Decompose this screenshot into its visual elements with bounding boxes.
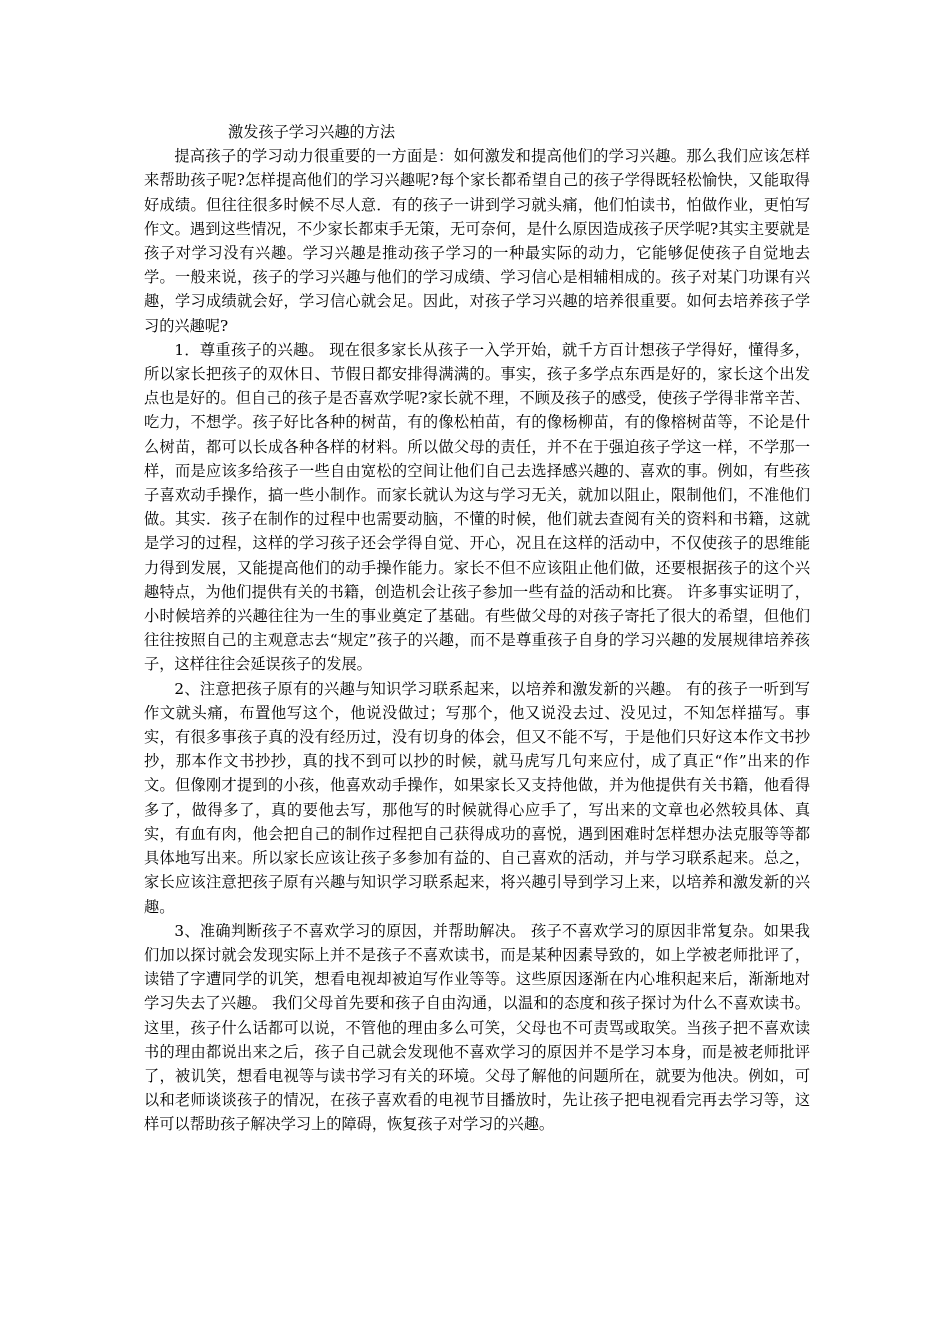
document-body (144, 120, 810, 1137)
section-2-paragraph: 2、注意把孩子原有的兴趣与知识学习联系起来，以培养和激发新的兴趣。 有的孩子一听到写作文就头痛，布置他写这个，他说没做过；写那个，他又说没去过、没见过，不知怎样描写。事实，有很多事孩子真的没有经历过，没有切身的体会，但又不能不写，于是他们只好这本作文书抄抄，那本作文书抄抄，真的找不到可以抄的时候，就马虎写几句来应付，成了真正“作”出来的作文。但像刚才提到的小孩，他喜欢动手操作，如果家长又支持他做，并为他提供有关书籍，他看得多了，做得多了，真的要他去写，那他写的时候就得心应手了，写出来的文章也必然较具体、真实，有血有肉，他会把自己的制作过程把自己获得成功的喜悦，遇到困难时怎样想办法克服等等都具体地写出来。所以家长应该让孩子多参加有益的、自己喜欢的活动，并与学习联系起来。总之，家长应该注意把孩子原有兴趣与知识学习联系起来，将兴趣引导到学习上来，以培养和激发新的兴趣。 (144, 679, 810, 916)
section-1-paragraph: 1．尊重孩子的兴趣。 现在很多家长从孩子一入学开始，就千方百计想孩子学得好，懂得多，所以家长把孩子的双休日、节假日都安排得满满的。事实，孩子多学点东西是好的，家长这个出发点也是好的。但自己的孩子是否喜欢学呢?家长就不理，不顾及孩子的感受，使孩子学得非常辛苦、吃力，不想学。孩子好比各种的树苗，有的像松柏苗，有的像杨柳苗，有的像榕树苗等，不论是什么树苗，都可以长成各种各样的材料。所以做父母的责任，并不在于强迫孩子学这一样，不学那一样，而是应该多给孩子一些自由宽松的空间让他们自己去选择感兴趣的、喜欢的事。例如，有些孩子喜欢动手操作，搞一些小制作。而家长就认为这与学习无关，就加以阻止，限制他们，不准他们做。其实．孩子在制作的过程中也需要动脑，不懂的时候，他们就去查阅有关的资料和书籍，这就是学习的过程，这样的学习孩子还会学得自觉、开心，况且在这样的活动中，不仅使孩子的思维能力得到发展，又能提高他们的动手操作能力。家长不但不应该阻止他们做，还要根据孩子的这个兴趣特点，为他们提供有关的书籍，创造机会让孩子参加一些有益的活动和比赛。 许多事实证明了，小时候培养的兴趣往往为一生的事业奠定了基础。有些做父母的对孩子寄托了很大的希望，但他们往往按照自己的主观意志去“规定”孩子的兴趣，而不是尊重孩子自身的学习兴趣的发展规律培养孩子，这样往往会延误孩子的发展。 (144, 340, 810, 674)
intro-paragraph: 提高孩子的学习动力很重要的一方面是：如何激发和提高他们的学习兴趣。那么我们应该怎样来帮助孩子呢?怎样提高他们的学习兴趣呢?每个家长都希望自己的孩子学得既轻松愉快，又能取得好成绩。但往往很多时候不尽人意．有的孩子一讲到学习就头痛，他们怕读书，怕做作业，更怕写作文。遇到这些情况，不少家长都束手无策，无可奈何，是什么原因造成孩子厌学呢?其实主要就是孩子对学习没有兴趣。学习兴趣是推动孩子学习的一种最实际的动力，它能够促使孩子自觉地去学。一般来说，孩子的学习兴趣与他们的学习成绩、学习信心是相辅相成的。孩子对某门功课有兴趣，学习成绩就会好，学习信心就会足。因此，对孩子学习兴趣的培养很重要。如何去培养孩子学习的兴趣呢? (144, 147, 810, 335)
section-3-paragraph: 3、准确判断孩子不喜欢学习的原因，并帮助解决。 孩子不喜欢学习的原因非常复杂。如果我们加以探讨就会发现实际上并不是孩子不喜欢读书，而是某种因素导致的，如上学被老师批评了，读错了字遭同学的讥笑，想看电视却被迫写作业等等。这些原因逐渐在内心堆积起来后，渐渐地对学习失去了兴趣。 我们父母首先要和孩子自由沟通，以温和的态度和孩子探讨为什么不喜欢读书。这里，孩子什么话都可以说，不管他的理由多么可笑，父母也不可责骂或取笑。当孩子把不喜欢读书的理由都说出来之后，孩子自己就会发现他不喜欢学习的原因并不是学习本身，而是被老师批评了，被讥笑，想看电视等与读书学习有关的环境。父母了解他的问题所在，就要为他决。例如，可以和老师谈谈孩子的情况，在孩子喜欢看的电视节目播放时，先让孩子把电视看完再去学习等，这样可以帮助孩子解决学习上的障碍，恢复孩子对学习的兴趣。 (144, 921, 810, 1134)
document-title: 激发孩子学习兴趣的方法 (228, 123, 396, 141)
